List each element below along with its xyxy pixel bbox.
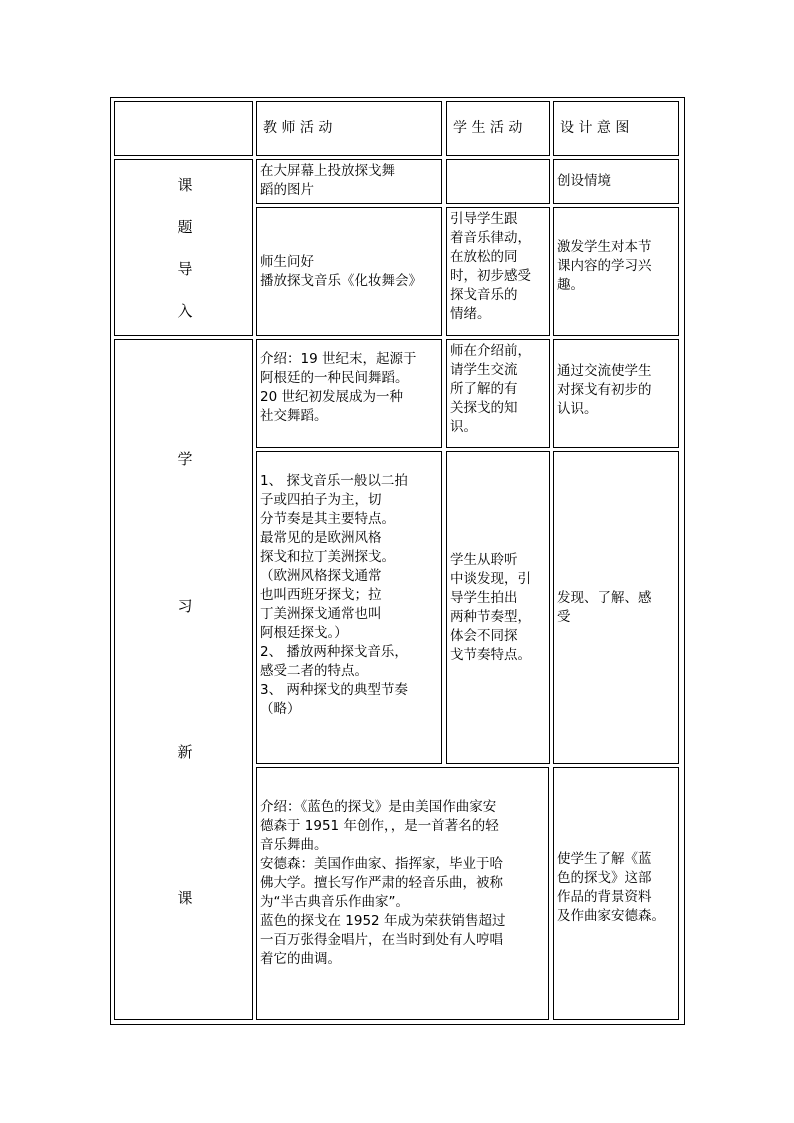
new-row1-student: 师在介绍前， 请学生交流 所了解的有 关探戈的知 识。 bbox=[446, 339, 550, 448]
intro-row2-teacher: 师生问好 播放探戈音乐《化妆舞会》 bbox=[256, 207, 442, 336]
section-label-char: 新 bbox=[177, 743, 193, 761]
section-label-char: 导 bbox=[177, 260, 193, 278]
intro-row2-intent: 激发学生对本节 课内容的学习兴 趣。 bbox=[553, 207, 679, 336]
intro-row1-teacher: 在大屏幕上投放探戈舞 蹈的图片 bbox=[256, 159, 442, 204]
new-row1-teacher: 介绍：19 世纪末，起源于 阿根廷的一种民间舞蹈。 20 世纪初发展成为一种 社交舞蹈。 bbox=[256, 339, 442, 448]
header-student-activity: 学 生 活 动 bbox=[446, 101, 550, 156]
header-corner-cell bbox=[114, 101, 253, 156]
new-row1-intent: 通过交流使学生 对探戈有初步的 认识。 bbox=[553, 339, 679, 448]
new-row3-intent: 使学生了解《蓝 色的探戈》这部 作品的背景资料 及作曲家安德森。 bbox=[553, 767, 679, 1020]
header-design-intent: 设 计 意 图 bbox=[553, 101, 679, 156]
section-label-char: 课 bbox=[177, 176, 193, 194]
teacher-list-item: 3、 两种探戈的典型节奏 （略） bbox=[260, 682, 408, 717]
section-label-intro bbox=[114, 159, 253, 336]
new-row2-student: 学生从聆听 中谈发现，引 导学生拍出 两种节奏型， 体会不同探 戈节奏特点。 bbox=[446, 451, 550, 764]
new-row2-teacher bbox=[256, 451, 442, 764]
new-row3-teacher: 介绍：《蓝色的探戈》是由美国作曲家安 德森于 1951 年创作，，是一首著名的轻 音乐舞曲。 安德森：美国作曲家、指挥家，毕业于哈 佛大学。擅长写作严肃的轻音乐曲，被称 为“半古典音乐作曲家”。 蓝色的探戈在 1952 年成为荣获销售超过 一百万张得金唱片，在当时到处有人哼唱 着它的曲调。 bbox=[256, 767, 549, 1020]
section-label-char: 题 bbox=[177, 218, 193, 236]
new-row2-intent: 发现、了解、感 受 bbox=[553, 451, 679, 764]
teacher-list-item: 1、 探戈音乐一般以二拍 子或四拍子为主，切 分节奏是其主要特点。 最常见的是欧洲风格 探戈和拉丁美洲探戈。 （欧洲风格探戈通常 也叫西班牙探戈；拉 丁美洲探戈通常也叫 阿根廷探戈。） bbox=[260, 473, 408, 641]
section-label-char: 学 bbox=[177, 450, 193, 468]
section-label-char: 习 bbox=[177, 597, 193, 615]
section-label-char: 入 bbox=[177, 302, 193, 320]
intro-row1-intent: 创设情境 bbox=[553, 159, 679, 204]
section-label-new-lesson bbox=[114, 339, 253, 1020]
header-teacher-activity: 教 师 活 动 bbox=[256, 101, 442, 156]
intro-row2-student: 引导学生跟 着音乐律动， 在放松的同 时，初步感受 探戈音乐的 情绪。 bbox=[446, 207, 550, 336]
teacher-list-item: 2、 播放两种探戈音乐， 感受二者的特点。 bbox=[260, 644, 408, 679]
intro-row1-student bbox=[446, 159, 550, 204]
section-label-char: 课 bbox=[177, 889, 193, 907]
